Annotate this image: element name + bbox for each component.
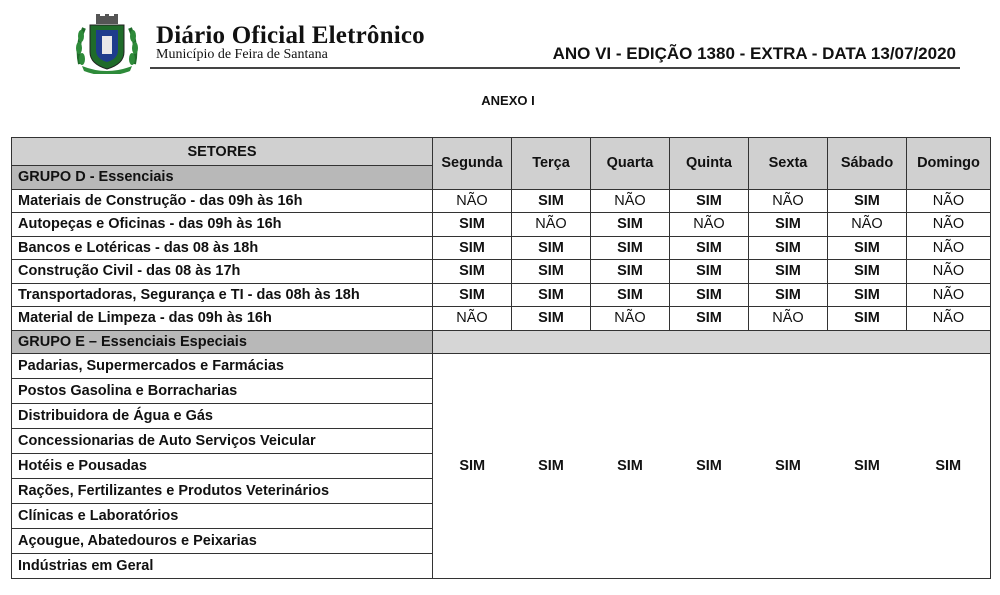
header-divider bbox=[150, 67, 960, 69]
page-header bbox=[0, 0, 1000, 80]
day-header-monday: Segunda bbox=[433, 138, 512, 190]
sector-name: Hotéis e Pousadas bbox=[12, 454, 433, 479]
sectors-column-header: SETORES bbox=[12, 138, 433, 166]
day-header-sunday: Domingo bbox=[907, 138, 991, 190]
day-status: SIM bbox=[828, 283, 907, 307]
day-header-saturday: Sábado bbox=[828, 138, 907, 190]
table-row bbox=[12, 307, 991, 331]
day-status: SIM bbox=[512, 307, 591, 331]
day-header-tuesday: Terça bbox=[512, 138, 591, 190]
day-status: SIM bbox=[828, 307, 907, 331]
group-e-body bbox=[12, 330, 991, 579]
day-status: NÃO bbox=[828, 213, 907, 237]
day-status: SIM bbox=[512, 283, 591, 307]
day-status: SIM bbox=[433, 236, 512, 260]
day-status: NÃO bbox=[670, 213, 749, 237]
day-status: SIM bbox=[749, 283, 828, 307]
sector-name: Materiais de Construção - das 09h às 16h bbox=[12, 189, 433, 213]
day-status: NÃO bbox=[907, 260, 991, 284]
sector-name: Concessionarias de Auto Serviços Veicular bbox=[12, 429, 433, 454]
day-status: NÃO bbox=[512, 213, 591, 237]
sector-name: Clínicas e Laboratórios bbox=[12, 504, 433, 529]
group-e-header-fill bbox=[433, 330, 991, 354]
day-status: NÃO bbox=[907, 189, 991, 213]
day-status: SIM bbox=[591, 260, 670, 284]
sector-name: Material de Limpeza - das 09h às 16h bbox=[12, 307, 433, 331]
day-status: SIM bbox=[512, 189, 591, 213]
table-row bbox=[12, 236, 991, 260]
day-status: SIM bbox=[591, 283, 670, 307]
group-e-label: GRUPO E – Essenciais Especiais bbox=[12, 330, 433, 354]
day-status: SIM bbox=[828, 354, 907, 579]
sector-name: Açougue, Abatedouros e Peixarias bbox=[12, 529, 433, 554]
day-status: SIM bbox=[670, 354, 749, 579]
day-status: SIM bbox=[670, 283, 749, 307]
table-header-row bbox=[12, 138, 991, 166]
day-status: NÃO bbox=[591, 189, 670, 213]
day-status: SIM bbox=[828, 236, 907, 260]
sector-name: Rações, Fertilizantes e Produtos Veterinários bbox=[12, 479, 433, 504]
day-status: SIM bbox=[749, 213, 828, 237]
day-status: NÃO bbox=[433, 189, 512, 213]
sector-name: Indústrias em Geral bbox=[12, 554, 433, 579]
day-status: SIM bbox=[591, 236, 670, 260]
day-status: SIM bbox=[749, 236, 828, 260]
day-status: SIM bbox=[512, 260, 591, 284]
day-header-thursday: Quinta bbox=[670, 138, 749, 190]
day-status: NÃO bbox=[907, 236, 991, 260]
table-row bbox=[12, 260, 991, 284]
day-status: SIM bbox=[433, 283, 512, 307]
sector-name: Autopeças e Oficinas - das 09h às 16h bbox=[12, 213, 433, 237]
table-row bbox=[12, 354, 991, 379]
day-header-friday: Sexta bbox=[749, 138, 828, 190]
day-status: SIM bbox=[670, 189, 749, 213]
sector-name: Distribuidora de Água e Gás bbox=[12, 404, 433, 429]
day-status: NÃO bbox=[907, 307, 991, 331]
day-status: SIM bbox=[828, 260, 907, 284]
day-status: SIM bbox=[591, 213, 670, 237]
sector-name: Padarias, Supermercados e Farmácias bbox=[12, 354, 433, 379]
day-status: NÃO bbox=[591, 307, 670, 331]
schedule-table bbox=[11, 137, 991, 579]
sector-name: Construção Civil - das 08 às 17h bbox=[12, 260, 433, 284]
day-header-wednesday: Quarta bbox=[591, 138, 670, 190]
edition-info: ANO VI - EDIÇÃO 1380 - EXTRA - DATA 13/07/2020 bbox=[552, 44, 956, 63]
group-d-label: GRUPO D - Essenciais bbox=[12, 166, 433, 190]
newspaper-subtitle: Município de Feira de Santana bbox=[156, 47, 328, 62]
day-status: SIM bbox=[433, 354, 512, 579]
day-status: SIM bbox=[670, 307, 749, 331]
day-status: SIM bbox=[512, 354, 591, 579]
municipal-crest-logo bbox=[74, 14, 140, 74]
sector-name: Postos Gasolina e Borracharias bbox=[12, 379, 433, 404]
day-status: NÃO bbox=[907, 283, 991, 307]
day-status: NÃO bbox=[907, 213, 991, 237]
annex-heading: ANEXO I bbox=[481, 93, 535, 108]
day-status: NÃO bbox=[749, 189, 828, 213]
group-d-body bbox=[12, 189, 991, 330]
day-status: SIM bbox=[749, 260, 828, 284]
table-row bbox=[12, 283, 991, 307]
newspaper-title: Diário Oficial Eletrônico bbox=[156, 22, 425, 49]
sector-name: Bancos e Lotéricas - das 08 às 18h bbox=[12, 236, 433, 260]
day-status: SIM bbox=[828, 189, 907, 213]
group-e-header-row bbox=[12, 330, 991, 354]
day-status: SIM bbox=[433, 213, 512, 237]
day-status: SIM bbox=[591, 354, 670, 579]
day-status: NÃO bbox=[433, 307, 512, 331]
sector-name: Transportadoras, Segurança e TI - das 08h às 18h bbox=[12, 283, 433, 307]
table-row bbox=[12, 213, 991, 237]
day-status: SIM bbox=[670, 236, 749, 260]
day-status: SIM bbox=[749, 354, 828, 579]
day-status: SIM bbox=[670, 260, 749, 284]
day-status: SIM bbox=[512, 236, 591, 260]
table-row bbox=[12, 189, 991, 213]
day-status: SIM bbox=[433, 260, 512, 284]
day-status: SIM bbox=[907, 354, 991, 579]
day-status: NÃO bbox=[749, 307, 828, 331]
